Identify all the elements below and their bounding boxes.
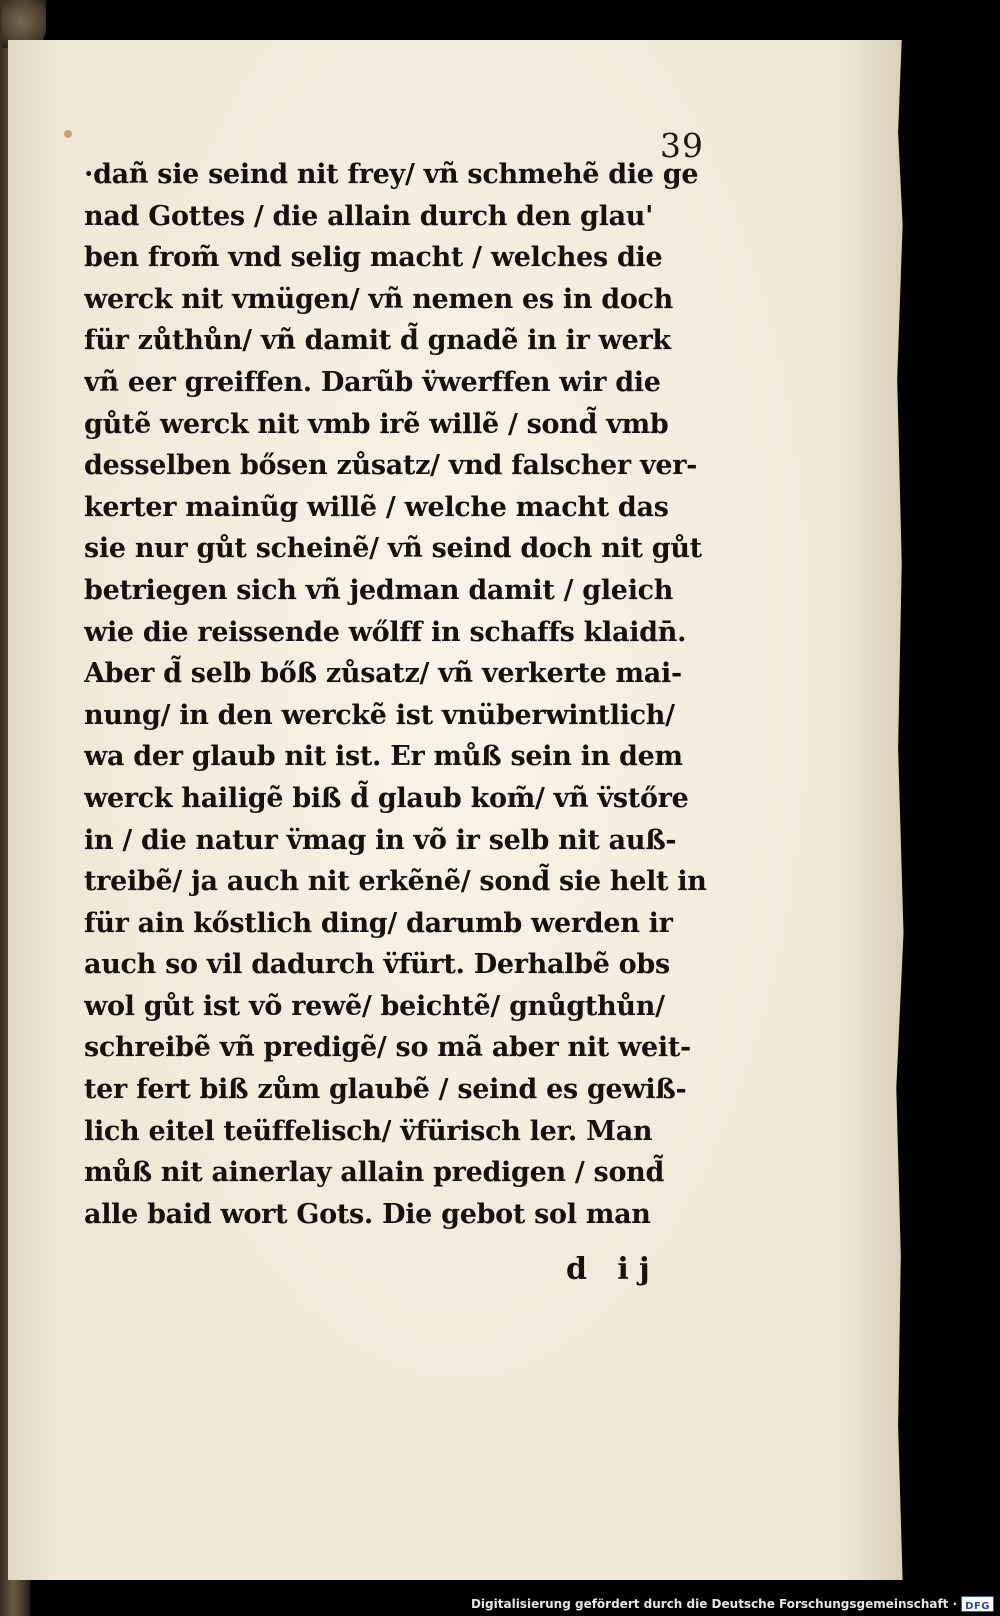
footer-credit: Digitalisierung gefördert durch die Deutsche Forschungsgemeinschaft · bbox=[470, 1597, 958, 1611]
paper-stain bbox=[64, 130, 72, 138]
digitization-footer bbox=[471, 1596, 994, 1612]
text-line: treibẽ/ ja auch nit erkẽnẽ/ sond̃ sie helt in bbox=[84, 866, 707, 898]
text-line: ·dañ sie seind nit frey/ vñ schmehẽ die ge bbox=[84, 159, 699, 190]
text-line: wie die reissende wőlff in schaffs klaidn̄. bbox=[84, 616, 687, 648]
text-line: lich eitel teüffelisch/ v̈fürisch ler. Man bbox=[84, 1115, 653, 1147]
text-line: betriegen sich vñ jedman damit / gleich bbox=[84, 574, 674, 606]
text-line: werck hailigẽ biß d̃ glaub kom̃/ vñ v̈stőre bbox=[84, 782, 689, 814]
text-line: auch so vil dadurch v̈fürt. Derhalbẽ obs bbox=[84, 949, 670, 981]
text-line: nung/ in den werckẽ ist vnüberwintlich/ bbox=[84, 699, 675, 731]
text-line: schreibẽ vñ predigẽ/ so mã aber nit weit- bbox=[84, 1032, 691, 1064]
text-line: ter fert biß zům glaubẽ / seind es gewiß- bbox=[84, 1074, 687, 1106]
signature-mark: d ij bbox=[566, 1252, 660, 1287]
text-line: für ain kőstlich ding/ darumb werden ir bbox=[84, 907, 673, 939]
text-line: in / die natur v̈mag in võ ir selb nit auß- bbox=[84, 824, 677, 856]
dfg-logo-icon bbox=[961, 1596, 994, 1612]
text-line: für zůthůn/ vñ damit d̃ gnadẽ in ir werk bbox=[84, 325, 671, 357]
page-number: 39 bbox=[660, 126, 704, 165]
text-line: Aber d̃ selb bőß zůsatz/ vñ verkerte mai- bbox=[84, 658, 682, 690]
text-line: vñ eer greiffen. Darũb v̈werffen wir die bbox=[84, 366, 661, 398]
dfg-logo-text: DFG bbox=[965, 1601, 990, 1612]
text-line: sie nur gůt scheinẽ/ vñ seind doch nit gůt bbox=[84, 533, 702, 565]
text-line: desselben bősen zůsatz/ vnd falscher ver- bbox=[84, 450, 698, 482]
text-line: kerter mainũg willẽ / welche macht das bbox=[84, 491, 669, 523]
text-line: alle baid wort Gots. Die gebot sol man bbox=[84, 1198, 651, 1230]
text-line: můß nit ainerlay allain predigen / sond̃ bbox=[84, 1157, 665, 1189]
text-line: wa der glaub nit ist. Er můß sein in dem bbox=[84, 741, 683, 773]
text-line: ben from̃ vnd selig macht / welches die bbox=[84, 242, 663, 274]
text-line: wol gůt ist võ rewẽ/ beichtẽ/ gnůgthůn/ bbox=[84, 990, 665, 1022]
text-line: gůtẽ werck nit vmb irẽ willẽ / sond̃ vmb bbox=[84, 408, 669, 440]
text-line: nad Gottes / die allain durch den glau' bbox=[84, 200, 654, 232]
text-line: werck nit vmügen/ vñ nemen es in doch bbox=[84, 283, 674, 315]
text-block bbox=[84, 154, 744, 1235]
